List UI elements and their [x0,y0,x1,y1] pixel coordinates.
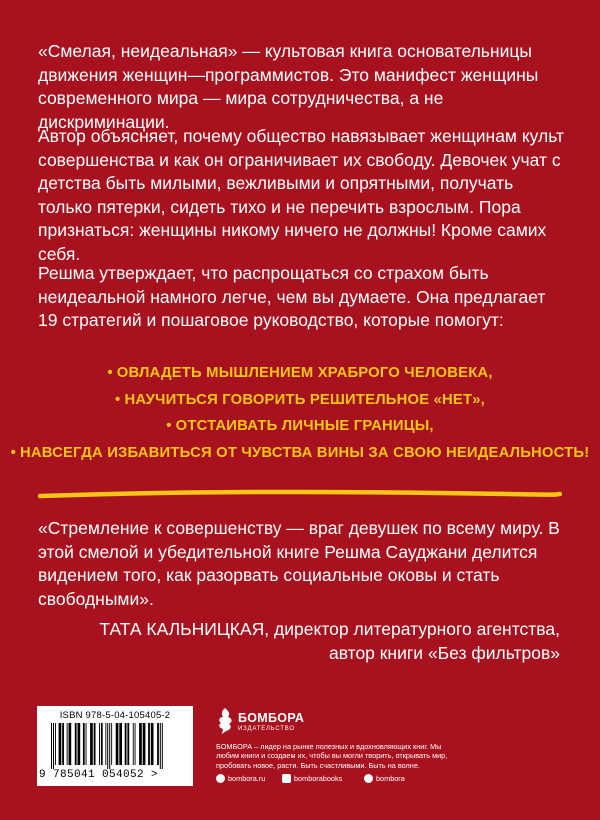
strategies-list [0,360,600,466]
quote-attribution [40,618,560,665]
barcode-bar [125,723,127,765]
social-site[interactable] [216,774,265,783]
barcode-bar [101,723,103,765]
barcode-bar [135,723,136,765]
barcode-digits: 9 785041 054052 > [39,769,159,781]
list-item: • НАУЧИТЬСЯ ГОВОРИТЬ РЕШИТЕЛЬНОЕ «НЕТ», [115,391,485,408]
yellow-divider [38,488,562,502]
barcode-bar [143,723,146,765]
barcode-bar [148,723,150,765]
barcode-bar [83,723,85,765]
bullet-dot-icon: • [107,365,113,381]
barcode-bar [133,723,134,765]
vk-icon [282,774,291,783]
social-channels[interactable] [364,774,405,783]
barcode-bar [99,723,100,765]
barcode-bar [157,723,159,765]
barcode-bar [116,723,119,765]
social-label: bombora.ru [228,774,266,783]
intro-paragraph: «Смелая, неидеальная» — культовая книга основательницы движения женщин—программистов. Это манифест женщины современного мира — мира сотрудничества, а не дискриминации. [38,41,539,132]
author-paragraph: Автор объясняет, почему общество навязывает женщинам культ совершенства и как он ограничивает их свободу. Девочек учат с детства быть милыми, вежливыми и опрятными, получать только пятерки, сидеть тихо и не перечить взрослым. Пора признаться: женщины никому ничего не должны! Кроме самих себя. [38,126,565,264]
barcode-bar [139,723,142,765]
barcode-bar [51,723,52,769]
barcode-bar [119,723,122,765]
barcode-bar [90,723,93,765]
barcode-bar [59,723,62,765]
social-label: bomborabooks [294,774,343,783]
youtube-telegram-icon [364,774,373,783]
barcode-bar [94,723,96,765]
publisher-name: БОМБОРА [238,711,305,725]
strategies-paragraph: Решма утверждает, что распрощаться со страхом быть неидеальной намного легче, чем вы думаете. Она предлагает 19 стратегий и пошаговое руководство, которые помогут: [38,263,546,331]
bullet-dot-icon: • [166,418,172,434]
list-item: • ОВЛАДЕТЬ МЫШЛЕНИЕМ ХРАБРОГО ЧЕЛОВЕКА, [107,365,493,381]
barcode-bar [107,723,108,769]
instagram-icon [216,774,225,783]
attribution-line: ТАТА КАЛЬНИЦКАЯ, директор литературного агентства, [99,619,560,639]
barcode-bar [160,723,161,769]
barcode-bar [111,723,112,765]
barcode-bar [62,723,64,765]
barcode-bar [105,723,106,765]
barcode-bar [75,723,77,765]
barcode-bar [53,723,54,769]
social-links [216,774,516,786]
social-label: bombora [376,774,405,783]
list-item: • НАВСЕГДА ИЗБАВИТЬСЯ ОТ ЧУВСТВА ВИНЫ ЗА СВОЮ НЕИДЕАЛЬНОСТЬ! [10,444,590,461]
bullet-dot-icon: • [115,391,121,408]
attribution-line: автор книги «Без фильтров» [328,642,560,663]
isbn-label: ISBN 978-5-04-105405-2 [59,710,171,721]
barcode-box [37,706,193,786]
barcode-bar [86,723,87,765]
barcode-bar [55,723,56,765]
barcode-bar [162,723,163,769]
barcode-bar [109,723,110,769]
barcode-bar [69,723,72,765]
publisher-subtitle: ИЗДАТЕЛЬСТВО [238,726,295,732]
list-item: • ОТСТАИВАТЬ ЛИЧНЫЕ ГРАНИЦЫ, [166,418,434,434]
barcode-image [51,723,179,769]
barcode-bar [151,723,154,765]
bombora-logo-icon [216,707,234,735]
barcode-bar [78,723,81,765]
bullet-dot-icon: • [10,444,16,461]
barcode-bar [127,723,129,765]
quote-text: «Стремление к совершенству — враг девушек по всему миру. В этой смелой и убедительной книге Решма Сауджани делится видением того, как разорвать социальные оковы и стать свободными». [38,518,560,609]
barcode-bar [67,723,68,765]
publisher-description: БОМБОРА – лидер на рынке полезных и вдохновляющих книг. Мы любим книги и создаем их, чтобы вы могли творить, открывать мир, пробовать новое, расти. Быть счастливыми. Быть на волне. [216,742,448,770]
social-vk[interactable] [282,774,342,783]
publisher-logo [216,707,336,737]
